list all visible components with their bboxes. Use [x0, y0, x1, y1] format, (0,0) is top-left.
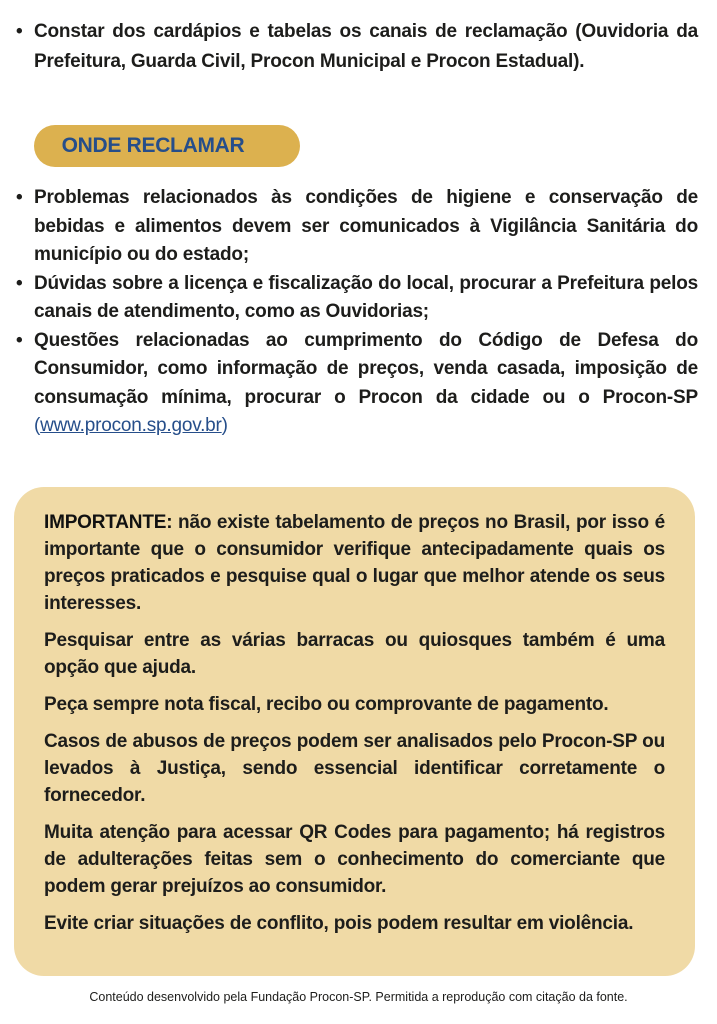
list-item: • Dúvidas sobre a licença e fiscalização do local, procurar a Prefeitura pelos canais de atendimento, como as Ouvidorias; [16, 270, 698, 327]
important-paragraph: Pesquisar entre as várias barracas ou quiosques também é uma opção que ajuda. [44, 630, 665, 678]
list-item: • Constar dos cardápios e tabelas os canais de reclamação (Ouvidoria da Prefeitura, Guarda Civil, Procon Municipal e Procon Estadual). [16, 17, 698, 77]
important-label: IMPORTANTE: [44, 512, 173, 533]
important-paragraph: Muita atenção para acessar QR Codes para pagamento; há registros de adulterações feitas sem o conhecimento do comerciante que podem gerar prejuízos ao consumidor. [44, 822, 665, 897]
footer-credit: Conteúdo desenvolvido pela Fundação Procon-SP. Permitida a reprodução com citação da fonte. [89, 990, 628, 1004]
requirements-list [16, 17, 698, 77]
important-paragraph: Evite criar situações de conflito, pois podem resultar em violência. [44, 913, 634, 934]
complaints-list [16, 184, 698, 441]
list-item: • Questões relacionadas ao cumprimento do Código de Defesa do Consumidor, como informação de preços, venda casada, imposição de consumação mínima, procurar o Procon da cidade ou o Procon-SP (www.procon.sp.gov.br) [16, 327, 698, 441]
important-paragraph: Casos de abusos de preços podem ser analisados pelo Procon-SP ou levados à Justiça, sendo essencial identificar corretamente o fornecedor. [44, 731, 665, 806]
important-box [14, 487, 695, 976]
section-title: ONDE RECLAMAR [61, 134, 245, 157]
list-item: • Problemas relacionados às condições de higiene e conservação de bebidas e alimentos devem ser comunicados à Vigilância Sanitária do município ou do estado; [16, 184, 698, 270]
section-badge [34, 125, 300, 167]
important-paragraph: Peça sempre nota fiscal, recibo ou comprovante de pagamento. [44, 694, 609, 715]
procon-link[interactable]: www.procon.sp.gov.br [40, 415, 222, 436]
important-paragraph: IMPORTANTE: não existe tabelamento de preços no Brasil, por isso é importante que o consumidor verifique antecipadamente quais os preços praticados e pesquise qual o lugar que melhor atende os seus interesses. [44, 512, 665, 614]
